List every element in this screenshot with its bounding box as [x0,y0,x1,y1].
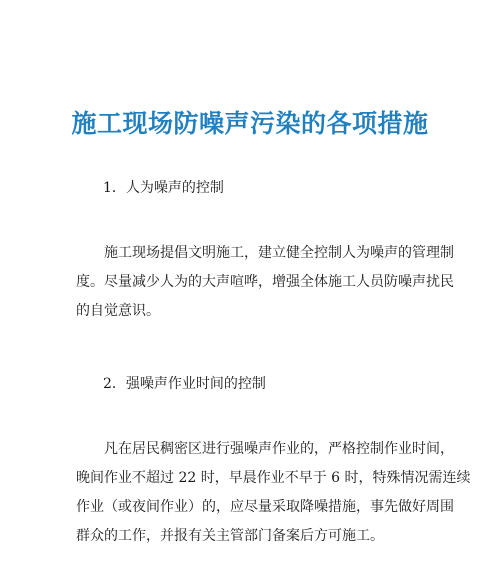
section-heading-2: 2．强噪声作业时间的控制 [103,376,266,392]
paragraph-line: 度。尽量减少人为的大声喧哗，增强全体施工人员防噪声扰民 [76,274,454,290]
section-heading-1: 1．人为噪声的控制 [103,180,224,196]
paragraph-line: 施工现场提倡文明施工，建立健全控制人为噪声的管理制 [104,245,454,261]
paragraph-line: 作业（或夜间作业）的，应尽量采取降噪措施，事先做好周围 [76,499,454,515]
paragraph-line: 凡在居民稠密区进行强噪声作业的，严格控制作业时间， [104,441,454,457]
document-title: 施工现场防噪声污染的各项措施 [71,109,429,138]
section-paragraph-1 [76,239,454,326]
section-paragraph-2 [76,435,471,551]
paragraph-line: 晚间作业不超过 22 时，早晨作业不早于 6 时，特殊情况需连续 [76,470,471,486]
paragraph-line: 群众的工作，并报有关主管部门备案后方可施工。 [76,528,384,544]
paragraph-line: 的自觉意识。 [76,303,160,319]
